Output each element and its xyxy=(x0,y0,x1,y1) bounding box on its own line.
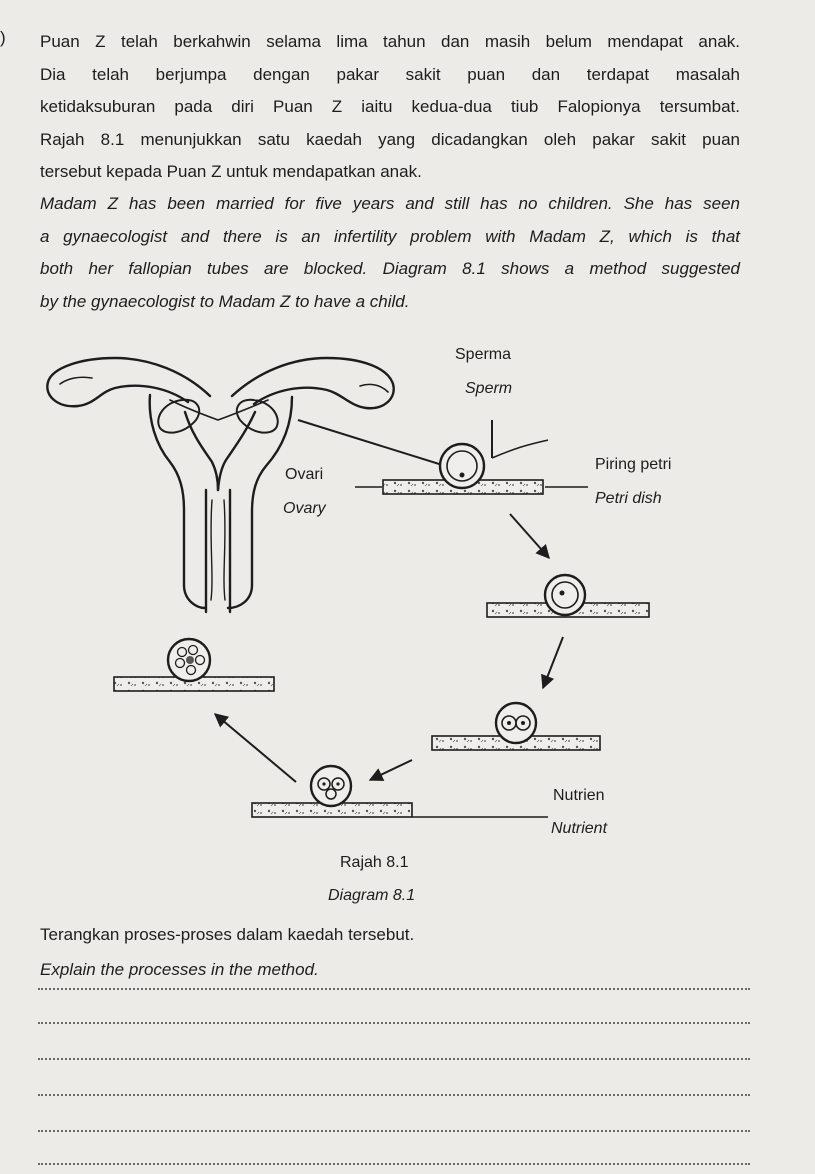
caption-malay: Rajah 8.1 xyxy=(340,854,409,871)
question-line: Puan Z telah berkahwin selama lima tahun dan masih belum mendapat anak. xyxy=(40,32,740,51)
answer-line[interactable] xyxy=(38,1094,750,1096)
petri-dish-fertilisation xyxy=(383,420,548,494)
prompt-malay: Terangkan proses-proses dalam kaedah tersebut. xyxy=(40,925,415,944)
label-sperm-malay: Sperma xyxy=(455,346,512,363)
question-line: tersebut kepada Puan Z untuk mendapatkan anak. xyxy=(40,162,422,181)
label-ovary-malay: Ovari xyxy=(285,466,324,483)
uterus-illustration xyxy=(47,358,393,612)
label-sperm-english: Sperm xyxy=(465,380,513,397)
answer-line[interactable] xyxy=(38,1130,750,1132)
caption-english: Diagram 8.1 xyxy=(328,887,416,904)
answer-line[interactable] xyxy=(38,988,750,990)
petri-dish-four-cell xyxy=(252,766,412,817)
arrow-step-4 xyxy=(370,760,412,780)
question-line: a gynaecologist and there is an infertility problem with Madam Z, which is that xyxy=(40,226,740,246)
answer-line[interactable] xyxy=(38,1022,750,1024)
question-line: both her fallopian tubes are blocked. Diagram 8.1 shows a method suggested xyxy=(40,259,740,278)
petri-dish-morula xyxy=(114,639,274,691)
answer-line[interactable] xyxy=(38,1163,750,1165)
arrow-step-3 xyxy=(543,637,563,688)
label-nutrient-malay: Nutrien xyxy=(553,787,605,804)
label-petri-malay: Piring petri xyxy=(595,456,672,473)
label-nutrient-english: Nutrient xyxy=(551,820,608,837)
petri-dish-two-cell xyxy=(432,703,600,750)
petri-dish-zygote xyxy=(487,575,649,617)
label-ovary-english: Ovary xyxy=(283,500,326,517)
label-petri-english: Petri dish xyxy=(595,490,662,507)
answer-line[interactable] xyxy=(38,1058,750,1060)
question-line: Madam Z has been married for five years and still has no children. She has seen xyxy=(40,194,740,213)
arrow-step-5 xyxy=(215,714,296,782)
question-line: by the gynaecologist to Madam Z to have a child. xyxy=(40,291,410,311)
question-line: Rajah 8.1 menunjukkan satu kaedah yang dicadangkan oleh pakar sakit puan xyxy=(40,129,740,149)
question-line: ketidaksuburan pada diri Puan Z iaitu kedua-dua tiub Falopionya tersumbat. xyxy=(40,97,740,116)
prompt-english: Explain the processes in the method. xyxy=(40,960,319,979)
arrow-ovary-to-dish xyxy=(298,420,452,468)
question-line: Dia telah berjumpa dengan pakar sakit puan dan terdapat masalah xyxy=(40,64,740,84)
question-number: ) xyxy=(0,28,6,47)
arrow-step-2 xyxy=(510,514,549,558)
